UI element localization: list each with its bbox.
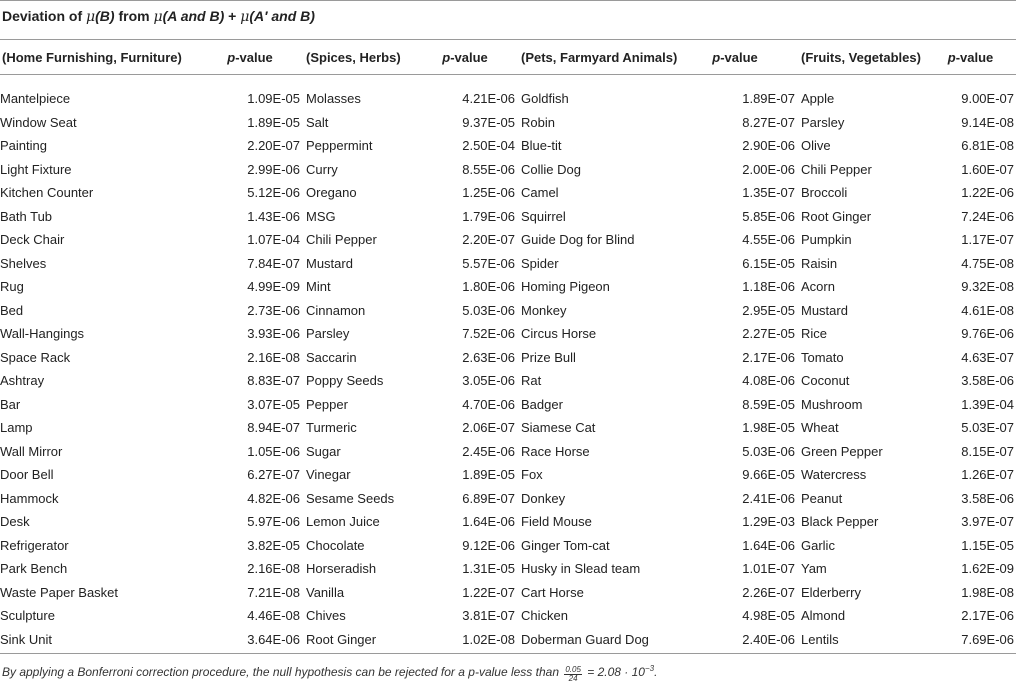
pvalue-cell: 1.89E-05 [462,467,515,483]
item-name-cell: Field Mouse [521,514,592,530]
bonferroni-fraction: $\frac{0.05}{24}$ [565,665,581,683]
pvalue-cell: 5.03E-06 [462,302,515,318]
pvalue-cell: 2.73E-06 [247,302,300,318]
pvalue-cell: 1.64E-06 [462,514,515,530]
pvalue-cell: 7.52E-06 [462,326,515,342]
item-name-cell: Almond [801,608,846,624]
pvalue-cell: 2.20E-07 [462,232,515,248]
table-row [0,252,1016,276]
item-name-cell: Apple [801,91,835,107]
pvalue-cell: 2.16E-08 [247,561,300,577]
item-name-cell: Window Seat [0,114,77,130]
item-name-cell: Curry [306,161,338,177]
column-header-category: (Spices, Herbs) [300,40,415,75]
pvalue-cell: 9.12E-06 [462,537,515,553]
table-row [0,346,1016,370]
pvalue-cell: 2.40E-06 [742,631,795,647]
item-name-cell: Deck Chair [0,232,65,248]
item-name-cell: Park Bench [0,561,68,577]
pvalue-cell: 1.01E-07 [742,561,795,577]
item-name-cell: Ashtray [0,373,45,389]
pvalue-cell: 1.79E-06 [462,208,515,224]
item-name-cell: Chili Pepper [801,161,872,177]
column-header-category: (Pets, Farmyard Animals) [515,40,675,75]
pvalue-cell: 5.12E-06 [247,185,300,201]
item-name-cell: Yam [801,561,827,577]
pvalue-cell: 4.98E-05 [742,608,795,624]
item-name-cell: Blue-tit [521,138,562,154]
item-name-cell: Siamese Cat [521,420,596,436]
pvalue-cell: 7.69E-06 [961,631,1014,647]
pvalue-cell: 8.27E-07 [742,114,795,130]
table-row [0,628,1016,652]
item-name-cell: Broccoli [801,185,848,201]
column-header-category: (Home Furnishing, Furniture) [0,40,200,75]
pvalue-cell: 1.89E-07 [742,91,795,107]
table-title: Deviation of μ(B) from μ(A and B) + μ(A′ and B) [2,8,315,25]
table-row [0,181,1016,205]
table-row [0,416,1016,440]
pvalue-cell: 9.14E-08 [961,114,1014,130]
item-name-cell: Lentils [801,631,839,647]
item-name-cell: Vanilla [306,584,345,600]
pvalue-cell: 6.89E-07 [462,490,515,506]
pvalue-cell: 3.58E-06 [961,373,1014,389]
pvalue-cell: 4.75E-08 [961,255,1014,271]
pvalue-cell: 5.03E-06 [742,443,795,459]
item-name-cell: Salt [306,114,329,130]
column-header-category: (Fruits, Vegetables) [795,40,925,75]
pvalue-cell: 1.35E-07 [742,185,795,201]
item-name-cell: Lemon Juice [306,514,380,530]
pvalue-cell: 1.05E-06 [247,443,300,459]
pvalue-cell: 1.09E-05 [247,91,300,107]
pvalue-cell: 1.31E-05 [462,561,515,577]
item-name-cell: Elderberry [801,584,861,600]
pvalue-cell: 6.15E-05 [742,255,795,271]
item-name-cell: Squirrel [521,208,566,224]
header-row [0,40,1016,75]
pvalue-cell: 9.32E-08 [961,279,1014,295]
pvalue-cell: 8.55E-06 [462,161,515,177]
item-name-cell: Bath Tub [0,208,53,224]
item-name-cell: Ginger Tom-cat [521,537,610,553]
item-name-cell: Watercress [801,467,867,483]
item-name-cell: Camel [521,185,559,201]
item-name-cell: Wheat [801,420,839,436]
pvalue-cell: 1.80E-06 [462,279,515,295]
pvalue-cell: 7.21E-08 [247,584,300,600]
pvalue-cell: 2.06E-07 [462,420,515,436]
item-name-cell: Parsley [801,114,845,130]
column-header-pvalue: p-value [925,40,1016,75]
item-name-cell: Mushroom [801,396,863,412]
item-name-cell: Shelves [0,255,47,271]
item-name-cell: Black Pepper [801,514,879,530]
table-row [0,275,1016,299]
pvalue-cell: 4.82E-06 [247,490,300,506]
pvalue-cell: 2.20E-07 [247,138,300,154]
item-name-cell: Lamp [0,420,33,436]
pvalue-cell: 9.76E-06 [961,326,1014,342]
pvalue-cell: 4.21E-06 [462,91,515,107]
item-name-cell: Sculpture [0,608,55,624]
item-name-cell: Root Ginger [306,631,377,647]
pvalue-cell: 2.90E-06 [742,138,795,154]
item-name-cell: Monkey [521,302,567,318]
pvalue-cell: 3.05E-06 [462,373,515,389]
pvalue-cell: 3.58E-06 [961,490,1014,506]
item-name-cell: Doberman Guard Dog [521,631,649,647]
item-name-cell: Rat [521,373,542,389]
item-name-cell: Molasses [306,91,361,107]
item-name-cell: Race Horse [521,443,590,459]
item-name-cell: Garlic [801,537,835,553]
pvalue-cell: 3.97E-07 [961,514,1014,530]
item-name-cell: Poppy Seeds [306,373,384,389]
item-name-cell: Peanut [801,490,843,506]
pvalue-cell: 8.59E-05 [742,396,795,412]
pvalue-cell: 2.45E-06 [462,443,515,459]
pvalue-cell: 2.63E-06 [462,349,515,365]
table-row [0,581,1016,605]
table-row [0,440,1016,464]
pvalue-cell: 3.64E-06 [247,631,300,647]
item-name-cell: Horseradish [306,561,377,577]
item-name-cell: Acorn [801,279,835,295]
bottom-rule [0,653,1016,654]
item-name-cell: Mantelpiece [0,91,71,107]
item-name-cell: Bar [0,396,21,412]
item-name-cell: Sesame Seeds [306,490,395,506]
pvalue-cell: 5.97E-06 [247,514,300,530]
item-name-cell: Parsley [306,326,350,342]
pvalue-cell: 9.00E-07 [961,91,1014,107]
pvalue-cell: 1.43E-06 [247,208,300,224]
pvalue-cell: 1.26E-07 [961,467,1014,483]
pvalue-cell: 2.00E-06 [742,161,795,177]
item-name-cell: Spider [521,255,559,271]
item-name-cell: Turmeric [306,420,357,436]
item-name-cell: Cinnamon [306,302,366,318]
pvalue-cell: 1.15E-05 [961,537,1014,553]
pvalue-cell: 4.63E-07 [961,349,1014,365]
pvalue-cell: 1.64E-06 [742,537,795,553]
item-name-cell: Collie Dog [521,161,581,177]
item-name-cell: Fox [521,467,543,483]
item-name-cell: Hammock [0,490,59,506]
item-name-cell: Peppermint [306,138,373,154]
pvalue-cell: 1.07E-04 [247,232,300,248]
item-name-cell: Chili Pepper [306,232,377,248]
item-name-cell: Bed [0,302,24,318]
pvalue-cell: 1.18E-06 [742,279,795,295]
pvalue-cell: 2.50E-04 [462,138,515,154]
pvalue-cell: 1.25E-06 [462,185,515,201]
item-name-cell: Mustard [306,255,353,271]
table-row [0,75,1016,111]
pvalue-cell: 1.89E-05 [247,114,300,130]
item-name-cell: Cart Horse [521,584,584,600]
pvalue-cell: 8.83E-07 [247,373,300,389]
top-rule [0,0,1016,1]
footnote: By applying a Bonferroni correction procedure, the null hypothesis can be rejected for a p-value less than $\frac{0.05}{24}$ = $2.08 \cdot 10^{-3}$. [2,664,658,683]
table-row [0,228,1016,252]
item-name-cell: Goldfish [521,91,569,107]
pvalue-cell: 3.82E-05 [247,537,300,553]
item-name-cell: Wall Mirror [0,443,63,459]
pvalue-cell: 5.85E-06 [742,208,795,224]
pvalue-cell: 6.27E-07 [247,467,300,483]
item-name-cell: Chocolate [306,537,365,553]
pvalue-cell: 2.17E-06 [961,608,1014,624]
item-name-cell: Sink Unit [0,631,53,647]
item-name-cell: Chives [306,608,346,624]
item-name-cell: Homing Pigeon [521,279,610,295]
table-row [0,604,1016,628]
pvalue-cell: 5.03E-07 [961,420,1014,436]
table-body [0,75,1016,652]
item-name-cell: Raisin [801,255,838,271]
item-name-cell: Pumpkin [801,232,852,248]
table-row [0,369,1016,393]
item-name-cell: Badger [521,396,563,412]
pvalue-cell: 1.17E-07 [961,232,1014,248]
pvalue-cell: 1.22E-07 [462,584,515,600]
pvalue-cell: 8.94E-07 [247,420,300,436]
item-name-cell: Root Ginger [801,208,872,224]
table-row [0,205,1016,229]
pvalue-cell: 4.08E-06 [742,373,795,389]
pvalue-cell: 1.29E-03 [742,514,795,530]
item-name-cell: Wall-Hangings [0,326,85,342]
table-row [0,393,1016,417]
item-name-cell: Rug [0,279,24,295]
pvalue-cell: 9.66E-05 [742,467,795,483]
item-name-cell: Chicken [521,608,568,624]
column-header-pvalue: p-value [200,40,300,75]
table-row [0,111,1016,135]
pvalue-cell: 1.98E-08 [961,584,1014,600]
pvalue-cell: 4.46E-08 [247,608,300,624]
pvalue-cell: 4.55E-06 [742,232,795,248]
item-name-cell: Sugar [306,443,341,459]
table-row [0,510,1016,534]
table-row [0,487,1016,511]
table-row [0,463,1016,487]
pvalue-cell: 1.22E-06 [961,185,1014,201]
pvalue-cell: 1.60E-07 [961,161,1014,177]
pvalue-cell: 2.41E-06 [742,490,795,506]
item-name-cell: Mint [306,279,331,295]
pvalue-table [0,40,1016,651]
pvalue-cell: 4.99E-09 [247,279,300,295]
pvalue-cell: 4.61E-08 [961,302,1014,318]
table-row [0,134,1016,158]
pvalue-cell: 2.26E-07 [742,584,795,600]
item-name-cell: Coconut [801,373,850,389]
item-name-cell: Kitchen Counter [0,185,94,201]
pvalue-cell: 1.02E-08 [462,631,515,647]
item-name-cell: Prize Bull [521,349,576,365]
pvalue-cell: 4.70E-06 [462,396,515,412]
item-name-cell: Mustard [801,302,848,318]
pvalue-cell: 2.17E-06 [742,349,795,365]
item-name-cell: MSG [306,208,336,224]
pvalue-cell: 1.98E-05 [742,420,795,436]
item-name-cell: Husky in Slead team [521,561,641,577]
table-row [0,322,1016,346]
pvalue-cell: 7.84E-07 [247,255,300,271]
table-row [0,158,1016,182]
item-name-cell: Olive [801,138,831,154]
item-name-cell: Tomato [801,349,844,365]
pvalue-cell: 2.16E-08 [247,349,300,365]
item-name-cell: Pepper [306,396,348,412]
pvalue-cell: 5.57E-06 [462,255,515,271]
table-row [0,299,1016,323]
item-name-cell: Donkey [521,490,566,506]
item-name-cell: Waste Paper Basket [0,584,119,600]
pvalue-cell: 1.62E-09 [961,561,1014,577]
item-name-cell: Desk [0,514,30,530]
item-name-cell: Light Fixture [0,161,72,177]
pvalue-cell: 6.81E-08 [961,138,1014,154]
pvalue-cell: 3.81E-07 [462,608,515,624]
pvalue-cell: 3.93E-06 [247,326,300,342]
item-name-cell: Circus Horse [521,326,597,342]
item-name-cell: Robin [521,114,555,130]
pvalue-cell: 9.37E-05 [462,114,515,130]
item-name-cell: Guide Dog for Blind [521,232,635,248]
column-header-pvalue: p-value [415,40,515,75]
pvalue-cell: 3.07E-05 [247,396,300,412]
pvalue-cell: 2.95E-05 [742,302,795,318]
item-name-cell: Door Bell [0,467,54,483]
pvalue-cell: 1.39E-04 [961,396,1014,412]
pvalue-cell: 8.15E-07 [961,443,1014,459]
item-name-cell: Painting [0,138,47,154]
item-name-cell: Space Rack [0,349,71,365]
item-name-cell: Green Pepper [801,443,883,459]
item-name-cell: Saccarin [306,349,357,365]
table-row [0,557,1016,581]
column-header-pvalue: p-value [675,40,795,75]
table-row [0,534,1016,558]
item-name-cell: Oregano [306,185,357,201]
item-name-cell: Refrigerator [0,537,69,553]
pvalue-cell: 7.24E-06 [961,208,1014,224]
item-name-cell: Vinegar [306,467,351,483]
item-name-cell: Rice [801,326,828,342]
pvalue-cell: 2.99E-06 [247,161,300,177]
pvalue-cell: 2.27E-05 [742,326,795,342]
